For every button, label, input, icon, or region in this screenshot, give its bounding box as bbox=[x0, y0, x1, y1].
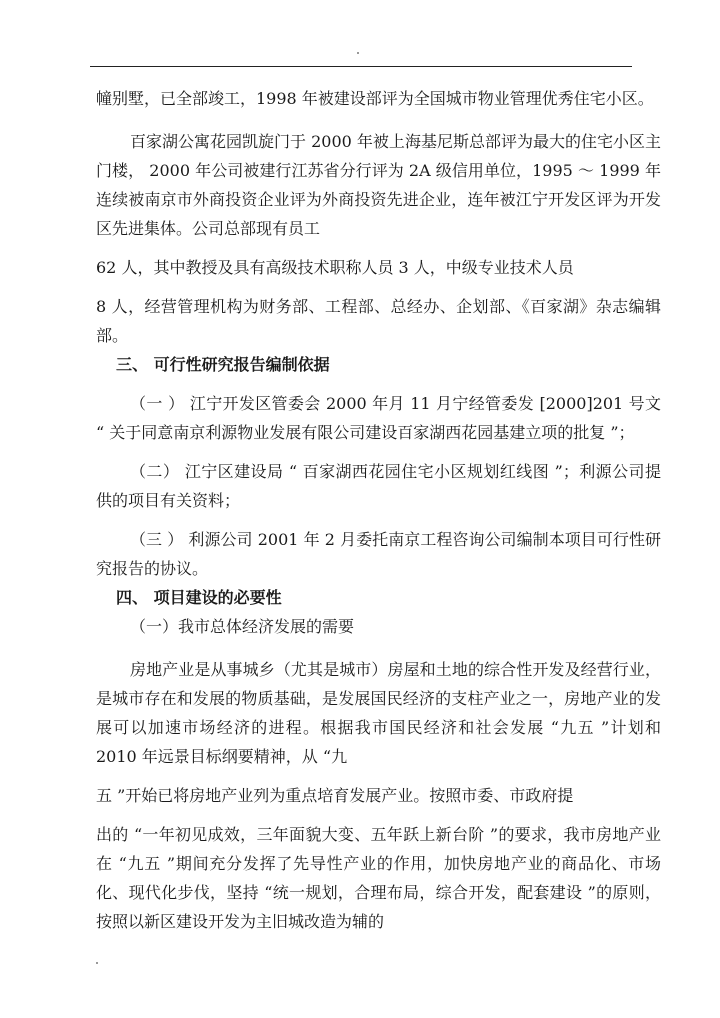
bottom-dot-mark bbox=[96, 962, 98, 964]
section-heading-3: 三、 可行性研究报告编制依据 bbox=[116, 355, 330, 374]
basis-item-3: （三 ） 利源公司 2001 年 2 月委托南京工程咨询公司编制本项目可行性研究报告的协议。 bbox=[96, 530, 661, 578]
paragraph-villa-award: 幢别墅，已全部竣工，1998 年被建设部评为全国城市物业管理优秀住宅小区。 bbox=[96, 89, 654, 108]
top-dot-mark bbox=[357, 52, 359, 54]
paragraph-staff-count: 62 人，其中教授及具有高级技术职称人员 3 人，中级专业技术人员 bbox=[96, 258, 574, 277]
document-body bbox=[96, 84, 661, 936]
basis-item-2: （二） 江宁区建设局 “ 百家湖西花园住宅小区规划红线图 ”；利源公司提供的项目有关资料； bbox=[96, 462, 661, 510]
paragraph-development-goals: 出的 “一年初见成效，三年面貌大变、五年跃上新台阶 ”的要求，我市房地产业在 “九五 ”期间充分发挥了先导性产业的作用，加快房地产业的商品化、市场化、现代化步伐，坚持 “统一规划，合理布局，综合开发，配套建设 ”的原则，按照以新区建设开发为主旧城改造为辅的 bbox=[96, 825, 661, 931]
paragraph-company-honors: 百家湖公寓花园凯旋门于 2000 年被上海基尼斯总部评为最大的住宅小区主门楼， 2000 年公司被建行江苏省分行评为 2A 级信用单位，1995 ～ 1999 年连续被南京市外商投资企业评为外商投资先进企业，连年被江宁开发区评为开发区先进集体。公司总部现有员工 bbox=[96, 132, 661, 238]
paragraph-real-estate-role: 房地产业是从事城乡（尤其是城市）房屋和土地的综合性开发及经营行业，是城市存在和发展的物质基础，是发展国民经济的支柱产业之一，房地产业的发展可以加速市场经济的进程。根据我市国民经济和社会发展 “九五 ”计划和 2010 年远景目标纲要精神，从 “九 bbox=[96, 660, 661, 766]
subheading-economy-need: （一）我市总体经济发展的需要 bbox=[130, 617, 355, 636]
section-heading-4: 四、 项目建设的必要性 bbox=[116, 588, 282, 607]
header-rule bbox=[90, 66, 632, 67]
paragraph-nine-five-plan: 五 ”开始已将房地产业列为重点培育发展产业。按照市委、市政府提 bbox=[96, 786, 574, 805]
paragraph-departments: 8 人，经营管理机构为财务部、工程部、总经办、企划部、《百家湖》杂志编辑部。 bbox=[96, 297, 661, 345]
basis-item-1: （一 ） 江宁开发区管委会 2000 年月 11 月宁经管委发 [2000]201 号文 “ 关于同意南京利源物业发展有限公司建设百家湖西花园基建立项的批复 ”； bbox=[96, 394, 661, 442]
